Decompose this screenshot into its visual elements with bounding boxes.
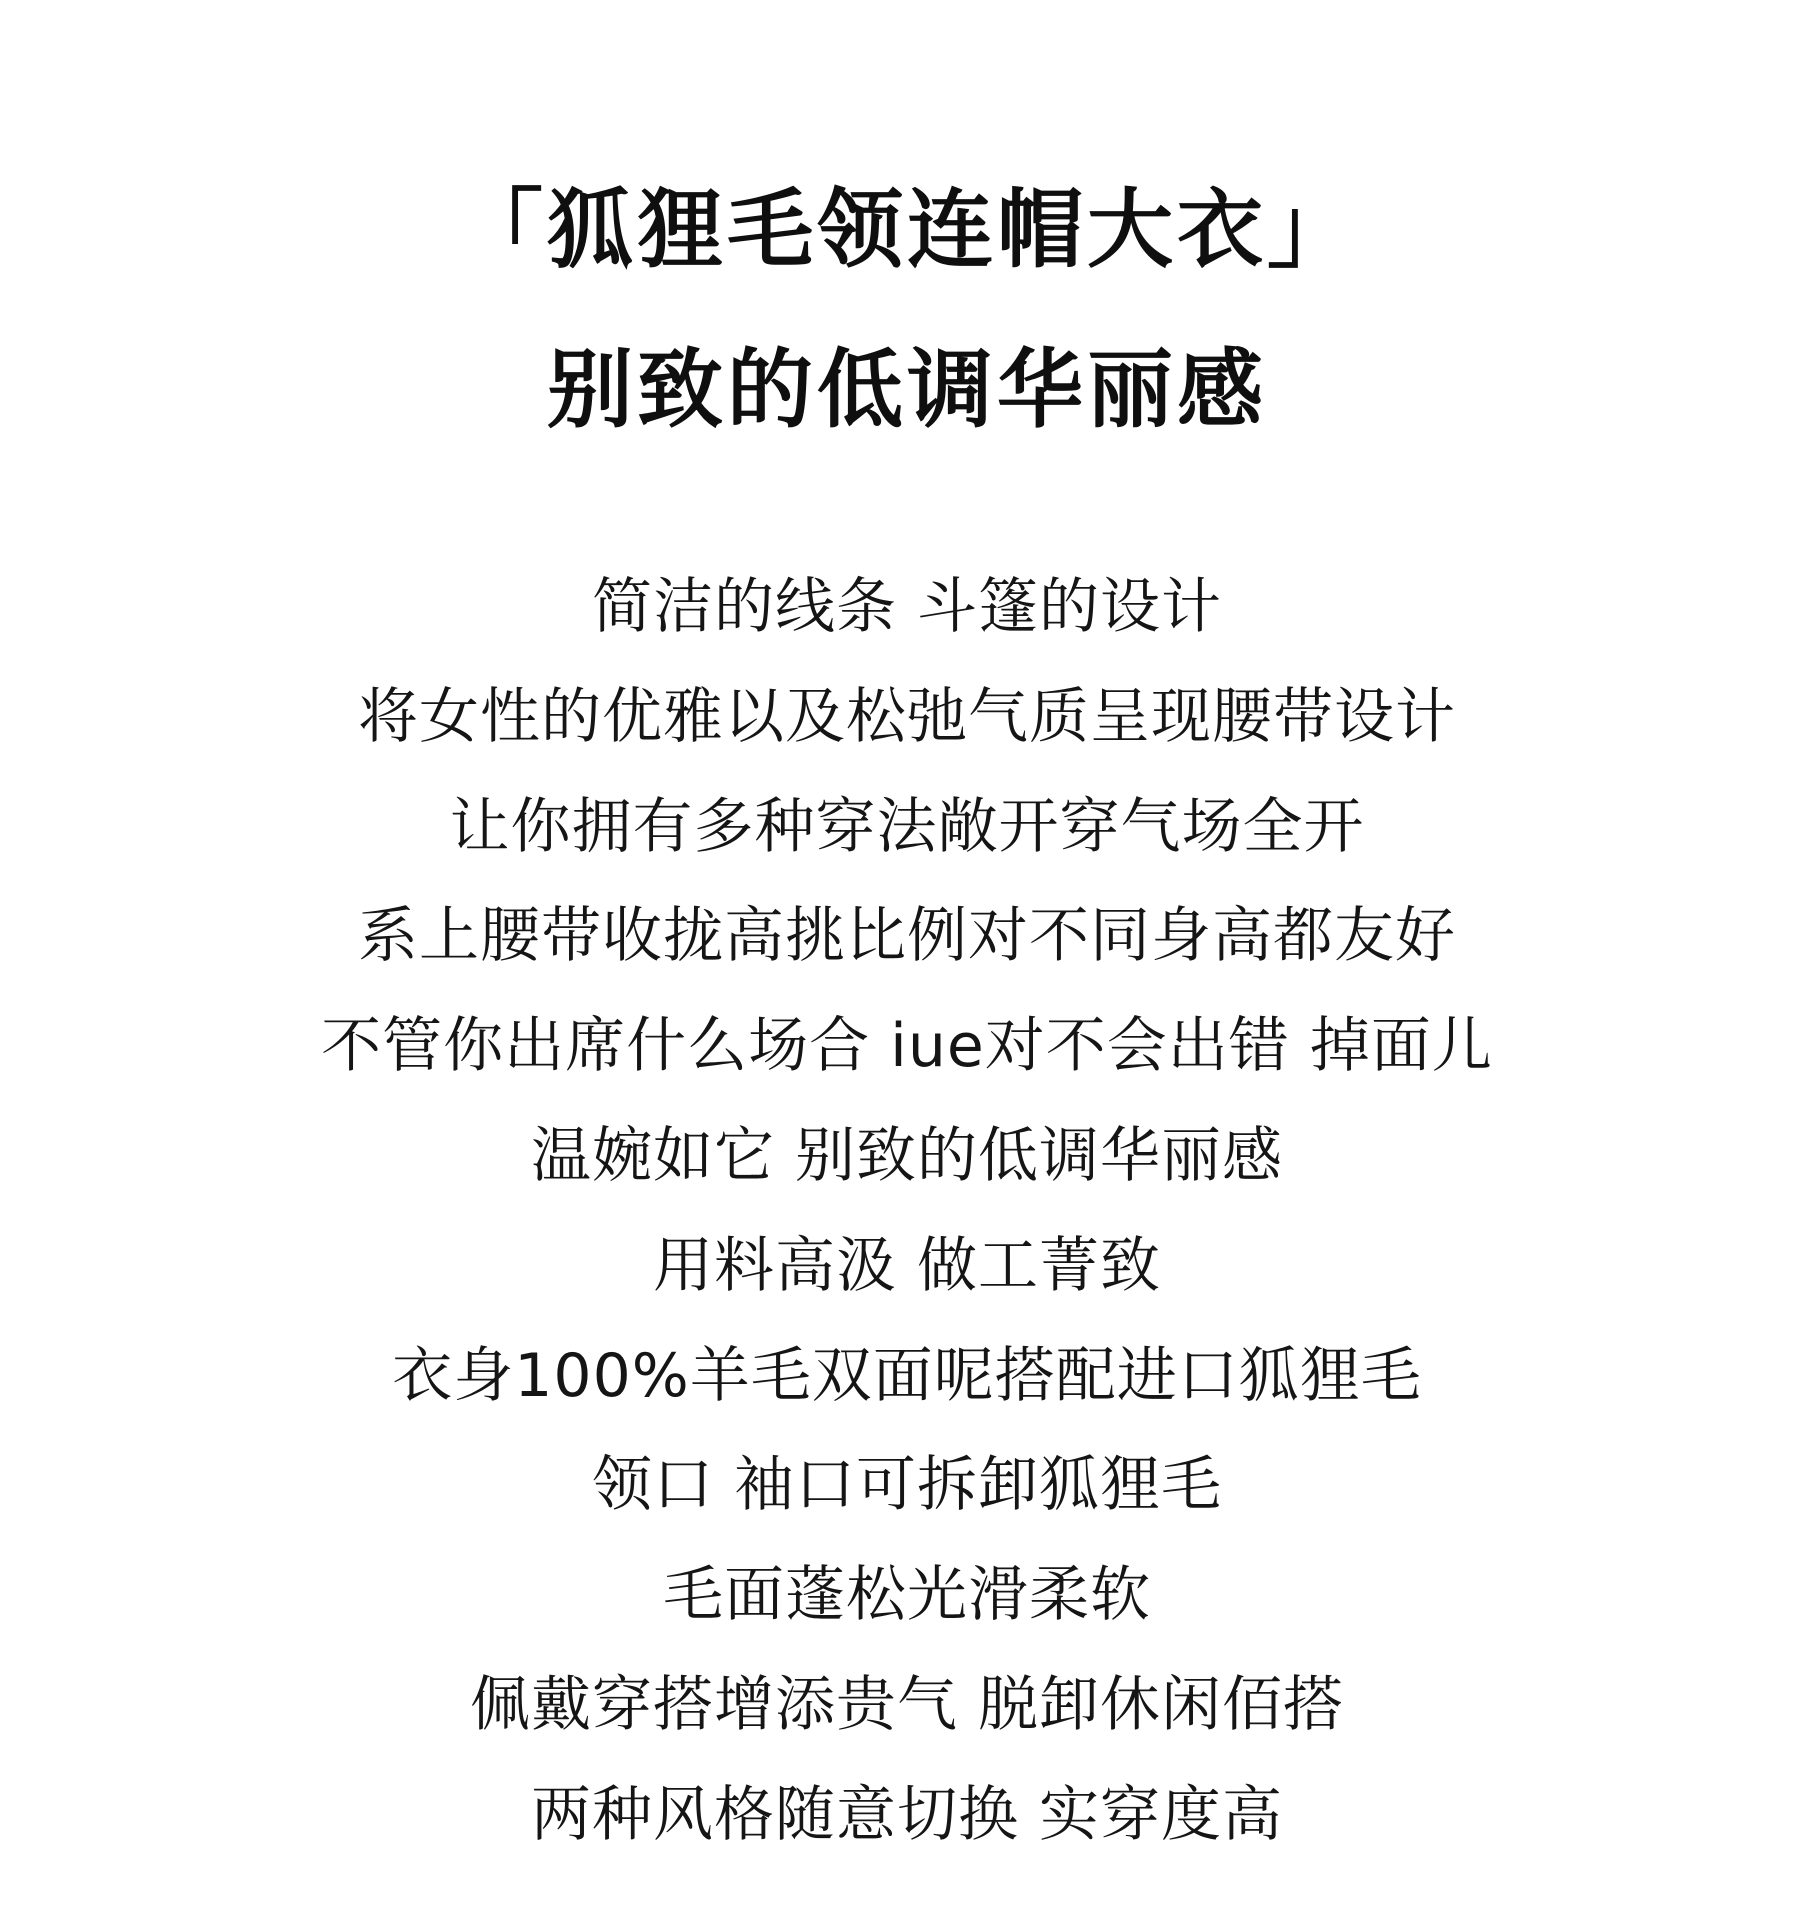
description-line-1: 简洁的线条 斗篷的设计 (591, 572, 1223, 642)
description-body (0, 553, 1814, 1871)
title-block (0, 150, 1814, 470)
description-line-7: 用料高汲 做工菁致 (652, 1230, 1162, 1301)
description-line-6: 温婉如它 别致的低调华丽感 (530, 1120, 1284, 1191)
description-line-12: 两种风格随意切换 实穿度高 (530, 1779, 1284, 1850)
description-line-11: 佩戴穿搭增添贵气 脱卸休闲佰搭 (469, 1669, 1345, 1740)
description-line-8: 衣身100%羊毛双面呢搭配进口狐狸毛 (392, 1340, 1422, 1411)
description-line-3: 让你拥有多种穿法敞开穿气场全开 (449, 791, 1365, 862)
title-line-1: 「狐狸毛领连帽大衣」 (457, 180, 1357, 280)
title-line-2: 别致的低调华丽感 (547, 340, 1267, 440)
description-line-2: 将女性的优雅以及松弛气质呈现腰带设计 (358, 681, 1456, 752)
description-line-10: 毛面蓬松光滑柔软 (663, 1560, 1151, 1631)
description-line-5: 不管你出席什么场合 iue对不会出错 掉面儿 (321, 1011, 1493, 1082)
description-line-4: 系上腰带收拢高挑比例对不同身高都友好 (358, 901, 1456, 972)
description-line-9: 领口 袖口可拆卸狐狸毛 (591, 1450, 1223, 1521)
